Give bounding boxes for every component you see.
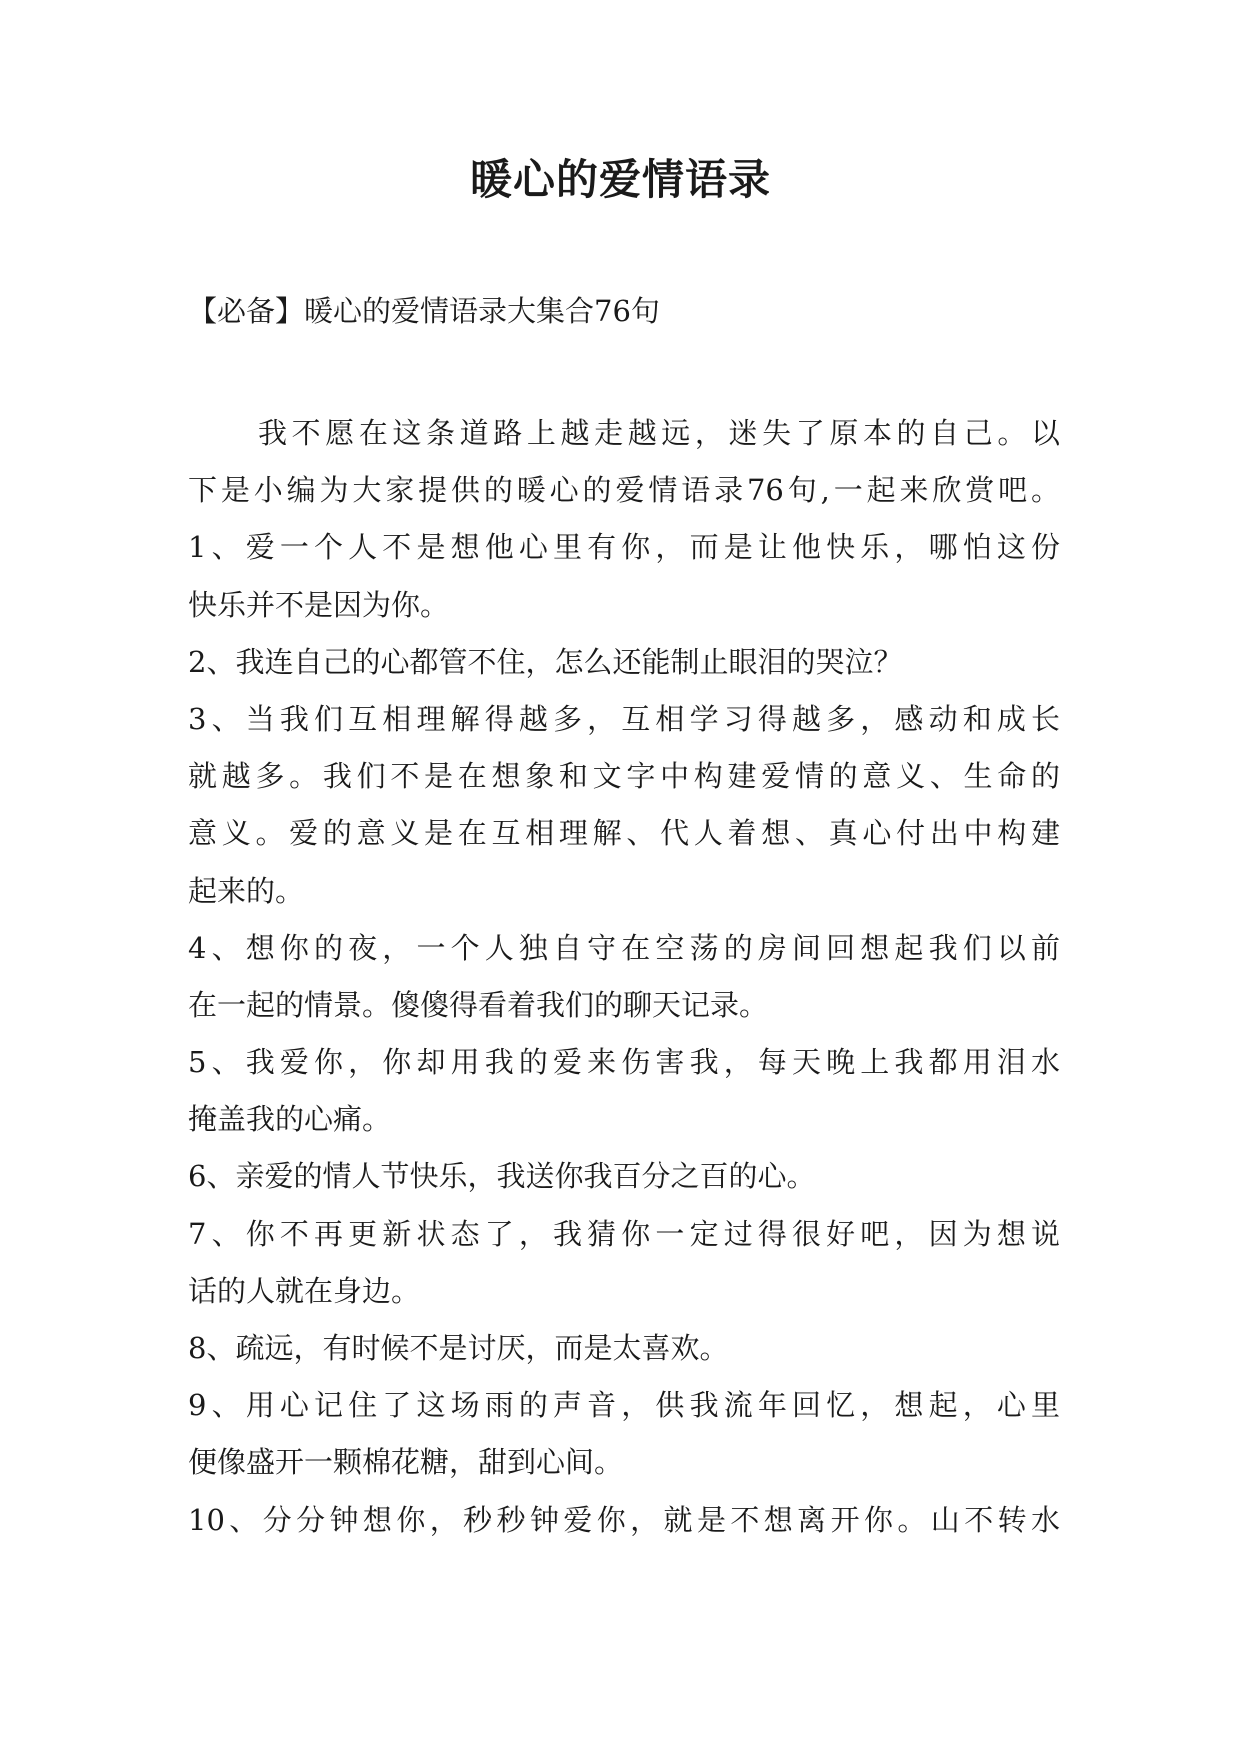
paragraph-line: 意义。爱的意义是在互相理解、代人着想、真心付出中构建 <box>188 816 1060 851</box>
document-subtitle: 【必备】暖心的爱情语录大集合76句 <box>188 294 660 328</box>
paragraph-line: 4、想你的夜，一个人独自守在空荡的房间回想起我们以前 <box>188 930 1060 965</box>
paragraph-line: 6、亲爱的情人节快乐，我送你我百分之百的心。 <box>188 1159 816 1194</box>
paragraph-line: 3、当我们互相理解得越多，互相学习得越多，感动和成长 <box>188 701 1060 736</box>
paragraph-line: 就越多。我们不是在想象和文字中构建爱情的意义、生命的 <box>188 759 1060 794</box>
paragraph-line: 7、你不再更新状态了，我猜你一定过得很好吧，因为想说 <box>188 1216 1060 1251</box>
paragraph-line: 在一起的情景。傻傻得看着我们的聊天记录。 <box>188 987 769 1022</box>
paragraph-line: 1、爱一个人不是想他心里有你，而是让他快乐，哪怕这份 <box>188 530 1060 565</box>
paragraph-line: 2、我连自己的心都管不住，怎么还能制止眼泪的哭泣？ <box>188 644 903 679</box>
paragraph-line: 起来的。 <box>188 873 305 908</box>
paragraph-line: 10、分分钟想你，秒秒钟爱你，就是不想离开你。山不转水 <box>188 1502 1060 1537</box>
paragraph-line: 便像盛开一颗棉花糖，甜到心间。 <box>188 1445 624 1480</box>
paragraph-line: 快乐并不是因为你。 <box>188 587 450 622</box>
paragraph-line: 下是小编为大家提供的暖心的爱情语录76句,一起来欣赏吧。 <box>188 473 1060 508</box>
paragraph-line: 9、用心记住了这场雨的声音，供我流年回忆，想起，心里 <box>188 1388 1060 1423</box>
paragraph-line: 5、我爱你，你却用我的爱来伤害我，每天晚上我都用泪水 <box>188 1045 1060 1080</box>
paragraph-line: 掩盖我的心痛。 <box>188 1102 392 1137</box>
paragraph-line: 我不愿在这条道路上越走越远，迷失了原本的自己。以 <box>258 416 1060 450</box>
document-body <box>188 405 1060 1549</box>
document-title: 暖心的爱情语录 <box>469 155 771 204</box>
paragraph-line: 8、疏远，有时候不是讨厌，而是太喜欢。 <box>188 1331 729 1365</box>
paragraph-line: 话的人就在身边。 <box>188 1273 421 1308</box>
